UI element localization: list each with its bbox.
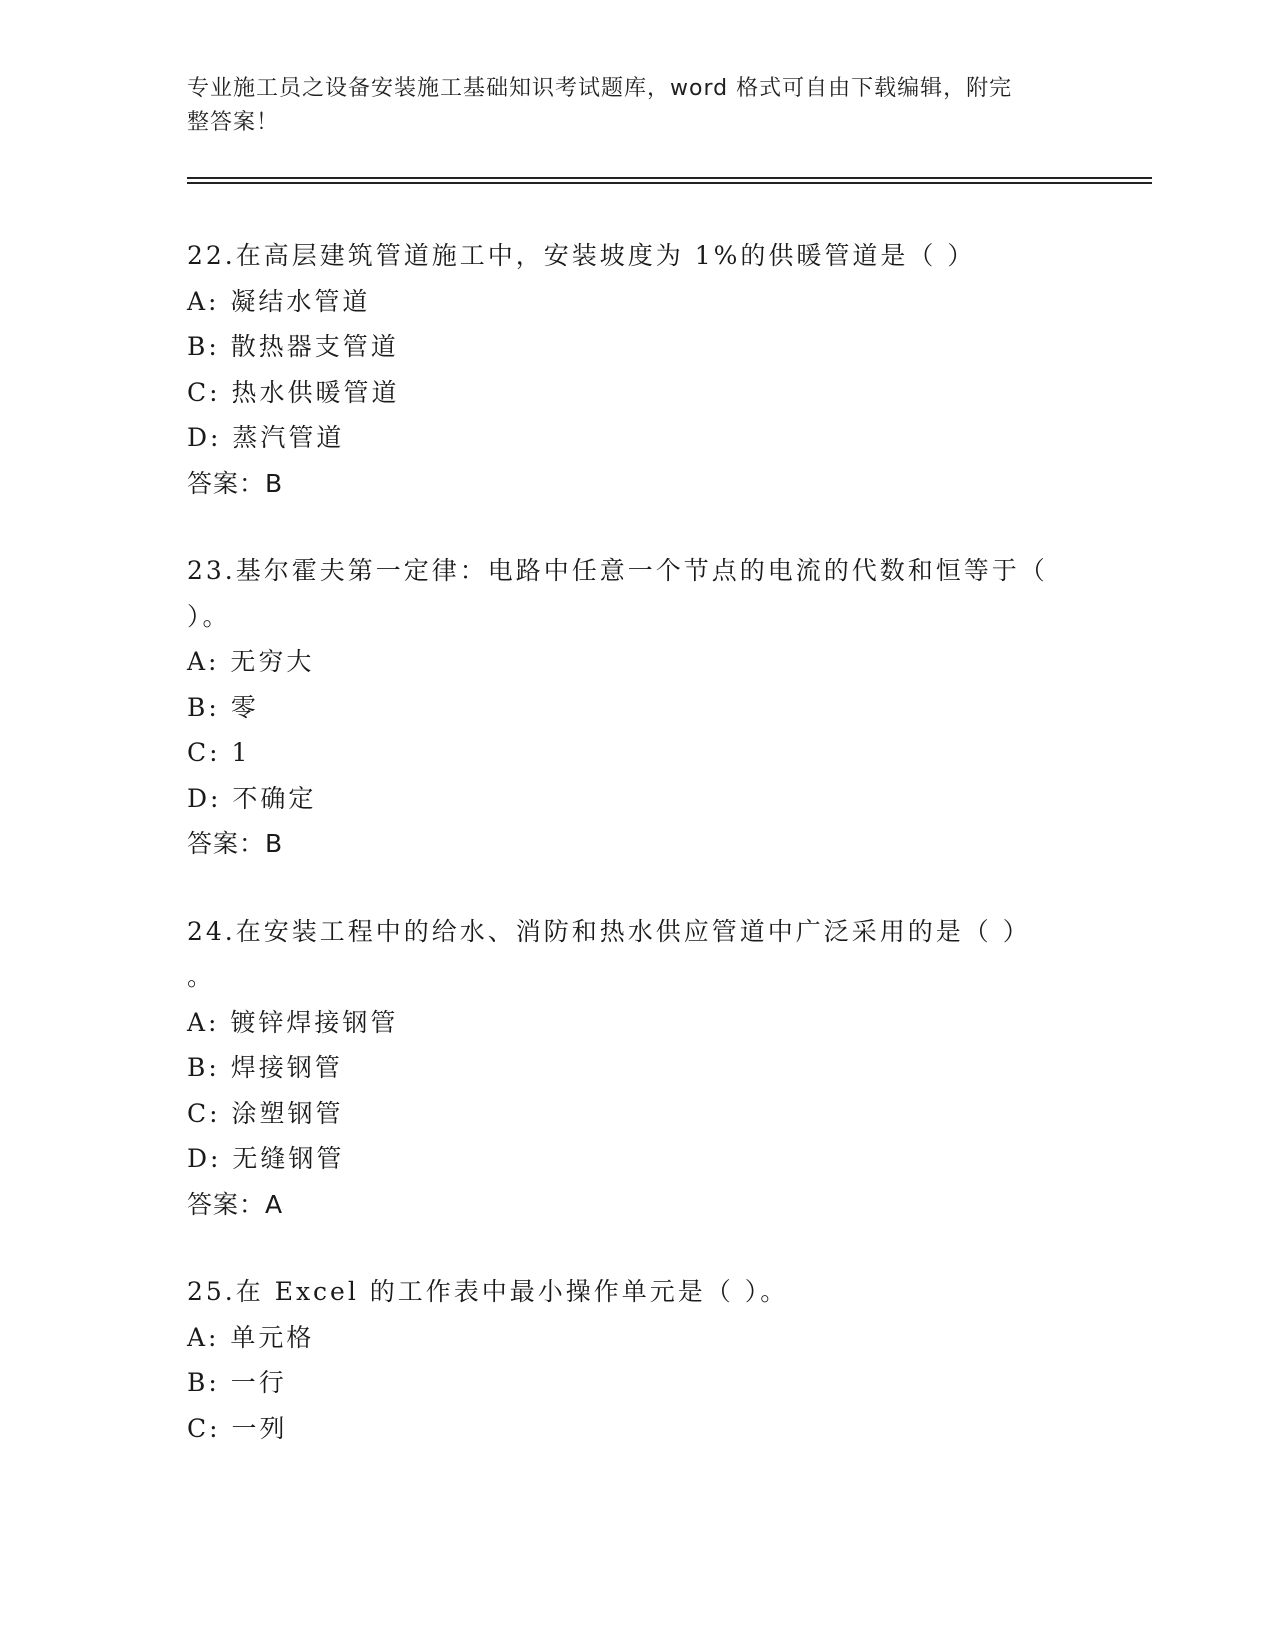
option-d: D: 不确定	[187, 783, 317, 813]
option-c: C: 一列	[187, 1413, 288, 1443]
option-d: D: 无缝钢管	[187, 1144, 345, 1173]
question-24	[187, 909, 1087, 1228]
document-header	[187, 72, 1067, 140]
question-23	[187, 548, 1087, 867]
option-b: B: 一行	[187, 1368, 287, 1397]
question-stem-line-1: 23.基尔霍夫第一定律：电路中任意一个节点的电流的代数和恒等于（	[187, 556, 1048, 585]
question-stem-line-2: ）。	[187, 601, 231, 631]
option-c: C: 1	[187, 738, 251, 767]
question-list	[187, 233, 1087, 1493]
question-25	[187, 1269, 1087, 1451]
option-a: A: 凝结水管道	[187, 286, 371, 316]
option-c: C: 涂塑钢管	[187, 1098, 344, 1128]
header-line-2: 整答案！	[187, 110, 280, 135]
header-divider-bottom	[187, 182, 1152, 184]
option-b: B: 零	[187, 692, 259, 722]
option-c: C: 热水供暖管道	[187, 377, 400, 407]
option-b: B: 散热器支管道	[187, 332, 399, 361]
question-stem-line-1: 24.在安装工程中的给水、消防和热水供应管道中广泛采用的是（ ）	[187, 916, 1031, 946]
question-stem-line-2: 。	[187, 962, 216, 991]
option-a: A: 无穷大	[187, 647, 315, 676]
question-stem-line-1: 25.在 Excel 的工作表中最小操作单元是（ ）。	[187, 1277, 789, 1306]
answer-label: 答案：A	[187, 1189, 284, 1219]
answer-label: 答案：B	[187, 468, 284, 498]
option-d: D: 蒸汽管道	[187, 423, 345, 452]
option-b: B: 焊接钢管	[187, 1053, 343, 1082]
option-a: A: 单元格	[187, 1322, 315, 1352]
option-a: A: 镀锌焊接钢管	[187, 1007, 399, 1037]
header-line-1: 专业施工员之设备安装施工基础知识考试题库，word 格式可自由下载编辑，附完	[187, 76, 1013, 101]
header-divider-top	[187, 177, 1152, 179]
answer-label: 答案：B	[187, 829, 284, 858]
question-stem-line-1: 22.在高层建筑管道施工中，安装坡度为 1%的供暖管道是（ ）	[187, 241, 976, 270]
question-22	[187, 233, 1087, 506]
